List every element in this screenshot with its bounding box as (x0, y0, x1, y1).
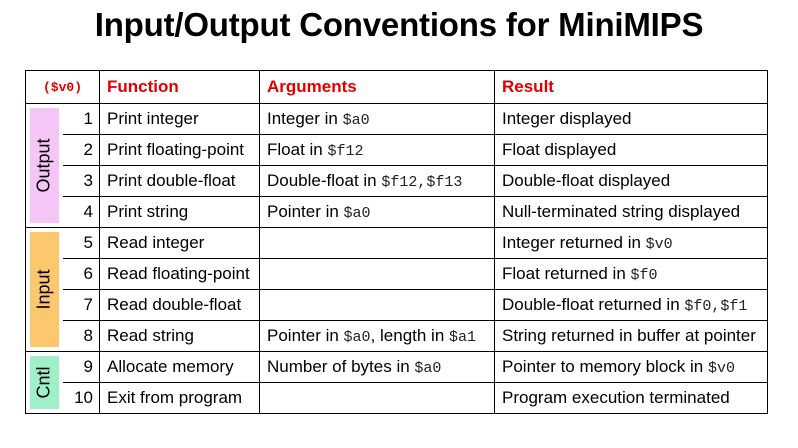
result-cell (495, 321, 768, 352)
register-name: $v0 (645, 236, 673, 253)
result-cell (495, 352, 768, 383)
function-cell: Read double-float (100, 290, 260, 321)
function-cell: Print integer (100, 104, 260, 135)
register-name: $a0 (342, 112, 370, 129)
cell-text: Double-float returned in (502, 295, 685, 314)
cell-text: Integer displayed (502, 109, 632, 128)
register-name: $f12 (327, 143, 364, 160)
table-row (26, 259, 768, 290)
result-cell (495, 135, 768, 166)
result-cell (495, 259, 768, 290)
page-title: Input/Output Conventions for MiniMIPS (94, 6, 704, 43)
syscall-number: 6 (63, 259, 100, 290)
arguments-cell (260, 352, 495, 383)
register-name: $v0 (707, 360, 735, 377)
register-name: $a1 (449, 329, 477, 346)
function-cell: Read string (100, 321, 260, 352)
syscall-number: 8 (63, 321, 100, 352)
group-cell-output (26, 104, 63, 228)
cell-text: Float displayed (502, 140, 617, 159)
cell-text: Program execution terminated (502, 388, 730, 407)
arguments-cell (260, 321, 495, 352)
table-row (26, 352, 768, 383)
arguments-cell (260, 383, 495, 414)
cell-text: Pointer to memory block in (502, 357, 708, 376)
result-cell (495, 166, 768, 197)
result-cell (495, 197, 768, 228)
group-label-output: Output (33, 138, 54, 193)
cell-text: Null-terminated string displayed (502, 202, 741, 221)
table-row (26, 197, 768, 228)
table-row (26, 228, 768, 259)
function-cell: Print double-float (100, 166, 260, 197)
result-cell (495, 228, 768, 259)
group-label-input: Input (33, 269, 54, 310)
syscall-number: 9 (63, 352, 100, 383)
cell-text: Double-float displayed (502, 171, 671, 190)
table-row (26, 135, 768, 166)
table-row (26, 104, 768, 135)
arguments-cell (260, 228, 495, 259)
syscall-number: 1 (63, 104, 100, 135)
group-fill-cntl (30, 356, 59, 409)
table-row (26, 290, 768, 321)
function-cell: Allocate memory (100, 352, 260, 383)
cell-text: Integer returned in (502, 233, 646, 252)
group-cell-cntl (26, 352, 63, 414)
register-name: $f0,$f1 (684, 298, 748, 315)
function-cell: Exit from program (100, 383, 260, 414)
cell-text: Float returned in (502, 264, 631, 283)
syscall-number: 2 (63, 135, 100, 166)
header-reg: ($v0) (26, 71, 100, 104)
header-arguments: Arguments (260, 71, 495, 104)
group-label-cntl: Cntl (33, 366, 54, 399)
syscall-number: 5 (63, 228, 100, 259)
arguments-cell (260, 197, 495, 228)
syscall-number: 4 (63, 197, 100, 228)
table-body (26, 104, 768, 414)
function-cell: Read integer (100, 228, 260, 259)
group-cell-input (26, 228, 63, 352)
register-name: $a0 (414, 360, 442, 377)
cell-text: , length in (370, 326, 450, 345)
function-cell: Print string (100, 197, 260, 228)
register-name: $f0 (630, 267, 658, 284)
result-cell (495, 383, 768, 414)
table-row (26, 383, 768, 414)
cell-text: Pointer in (267, 326, 344, 345)
syscall-number: 10 (63, 383, 100, 414)
table-row (26, 166, 768, 197)
io-conventions-table (25, 70, 768, 414)
cell-text: Number of bytes in (267, 357, 415, 376)
function-cell: Read floating-point (100, 259, 260, 290)
cell-text: Integer in (267, 109, 343, 128)
table-row (26, 321, 768, 352)
syscall-number: 3 (63, 166, 100, 197)
syscall-number: 7 (63, 290, 100, 321)
result-cell (495, 290, 768, 321)
register-name: $a0 (343, 329, 371, 346)
header-row (26, 71, 768, 104)
arguments-cell (260, 166, 495, 197)
cell-text: Double-float in (267, 171, 382, 190)
result-cell (495, 104, 768, 135)
group-fill-output (30, 108, 59, 223)
cell-text: Pointer in (267, 202, 344, 221)
arguments-cell (260, 259, 495, 290)
header-function: Function (100, 71, 260, 104)
arguments-cell (260, 104, 495, 135)
group-fill-input (30, 232, 59, 347)
register-name: $a0 (343, 205, 371, 222)
function-cell: Print floating-point (100, 135, 260, 166)
arguments-cell (260, 290, 495, 321)
cell-text: Float in (267, 140, 328, 159)
arguments-cell (260, 135, 495, 166)
cell-text: String returned in buffer at pointer (502, 326, 756, 345)
register-name: $f12,$f13 (381, 174, 463, 191)
header-result: Result (495, 71, 768, 104)
